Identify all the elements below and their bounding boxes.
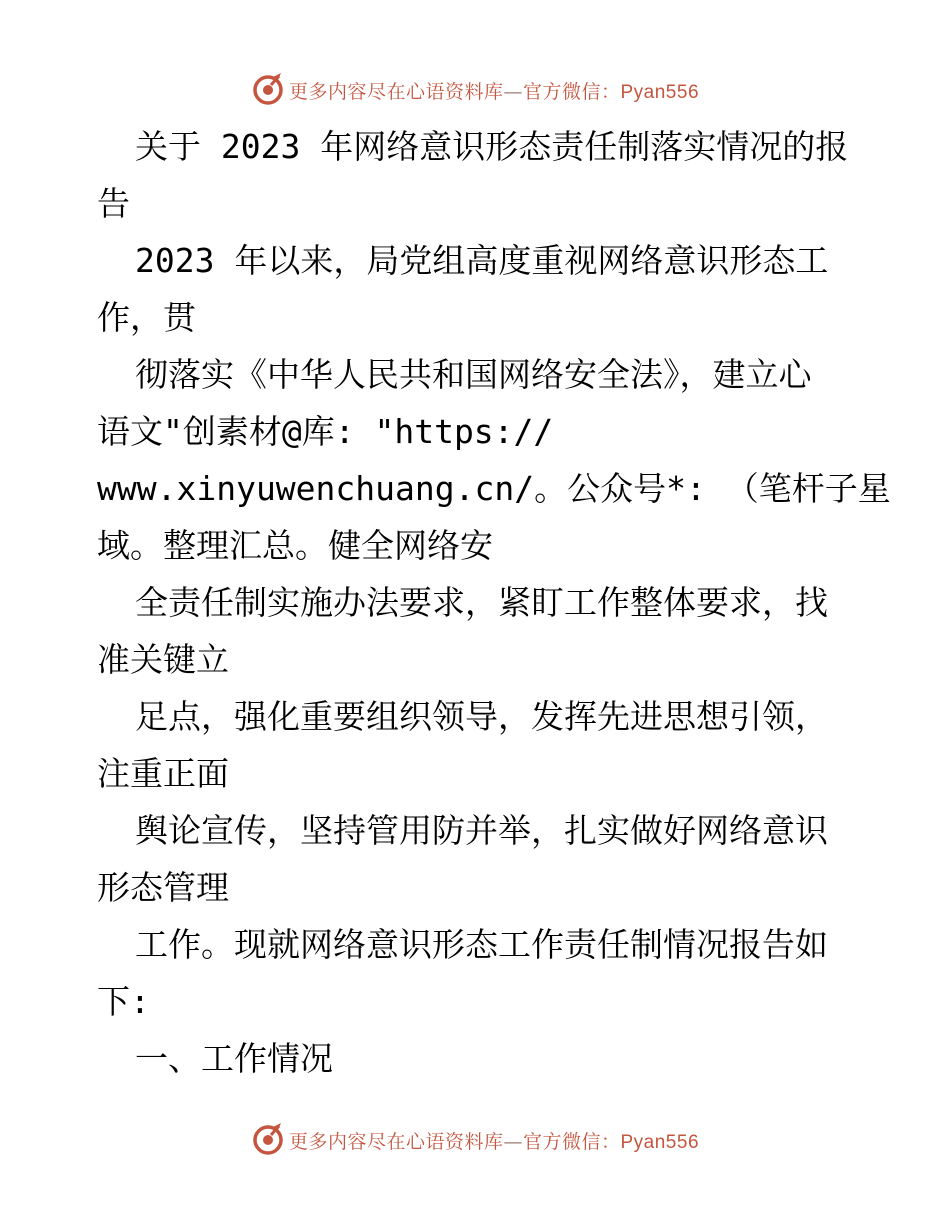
title-line-2: 告 <box>97 184 130 223</box>
title-line-1: 关于 2023 年网络意识形态责任制落实情况的报 <box>135 127 849 166</box>
banner-wechat: Pyan556 <box>620 1131 700 1153</box>
banner-label: 官方微信： <box>522 80 621 103</box>
paragraph-line: 语文"创素材@库: "https:// <box>97 412 554 451</box>
section-heading: 一、工作情况 <box>135 1039 333 1078</box>
footer-banner <box>0 1120 950 1160</box>
paragraph-line: www.xinyuwenchuang.cn/。公众号*: （笔杆子星 <box>97 469 891 508</box>
paragraph-line: 2023 年以来，局党组高度重视网络意识形态工 <box>135 241 829 280</box>
paragraph-line: 全责任制实施办法要求，紧盯工作整体要求，找 <box>135 583 828 622</box>
paragraph-line: 工作。现就网络意识形态工作责任制情况报告如 <box>135 925 828 964</box>
banner-label: 官方微信： <box>522 1130 621 1153</box>
paragraph-line: 域。整理汇总。健全网络安 <box>97 526 493 565</box>
paragraph-line: 下: <box>97 982 150 1021</box>
banner-wechat: Pyan556 <box>620 81 700 103</box>
pen-logo-icon <box>251 1123 285 1157</box>
banner-text <box>289 1127 699 1154</box>
banner-title: 更多内容尽在心语资料库 <box>288 1130 504 1153</box>
paragraph-line: 彻落实《中华人民共和国网络安全法》，建立心 <box>135 355 812 394</box>
banner-dash: — <box>503 1130 523 1153</box>
paragraph-line: 作，贯 <box>97 298 196 337</box>
paragraph-line: 形态管理 <box>97 868 229 907</box>
paragraph-line: 准关键立 <box>97 640 229 679</box>
paragraph-line: 足点，强化重要组织领导，发挥先进思想引领， <box>135 697 828 736</box>
banner-title: 更多内容尽在心语资料库 <box>288 80 504 103</box>
banner-dash: — <box>503 80 523 103</box>
header-banner <box>0 70 950 110</box>
paragraph-line: 舆论宣传，坚持管用防并举，扎实做好网络意识 <box>135 811 828 850</box>
paragraph-line: 注重正面 <box>97 754 229 793</box>
pen-logo-icon <box>251 73 285 107</box>
document-body <box>97 118 891 1087</box>
banner-text <box>289 77 699 104</box>
